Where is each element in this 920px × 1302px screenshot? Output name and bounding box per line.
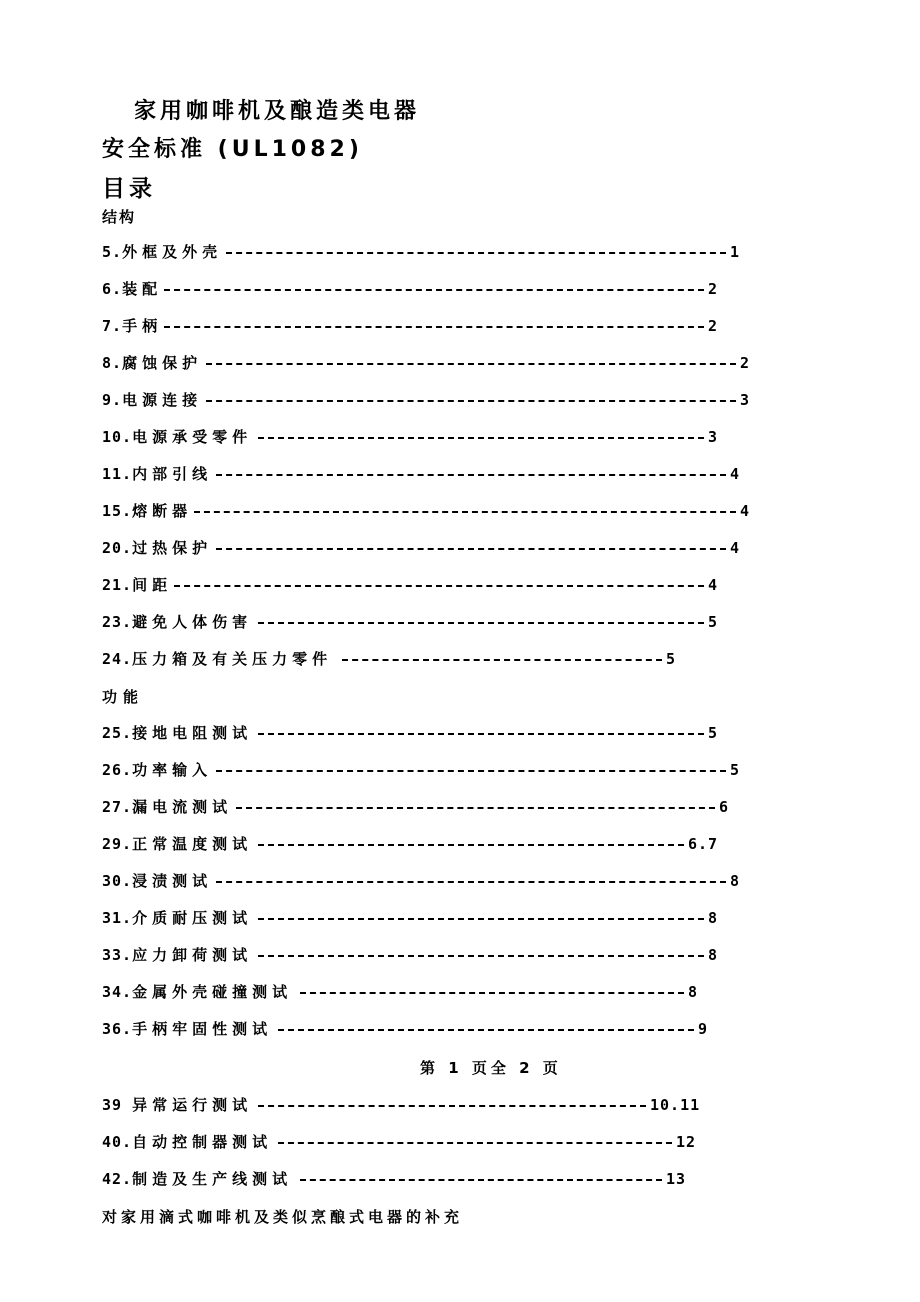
toc-leader-dashes <box>258 622 704 624</box>
toc-entry-number: 24. <box>102 650 133 668</box>
toc-entry-number: 5. <box>102 243 123 261</box>
toc-entry-page: 5 <box>708 613 719 631</box>
toc-entry-title: 电源连接 <box>122 391 203 409</box>
toc-entry <box>102 279 782 299</box>
toc-entry-page: 5 <box>730 761 741 779</box>
toc-entry-number: 23. <box>102 613 133 631</box>
toc-entry-title: 间距 <box>132 576 173 594</box>
toc-entry <box>102 538 782 558</box>
toc-leader-dashes <box>216 474 726 476</box>
toc-entry-title: 装配 <box>122 280 163 298</box>
toc-entry-title: 熔断器 <box>132 502 193 520</box>
toc-entry-page: 8 <box>688 983 699 1001</box>
toc-entry-title: 压力箱及有关压力零件 <box>132 650 333 668</box>
toc-entry-page: 9 <box>698 1020 709 1038</box>
toc-entry <box>102 353 782 373</box>
toc-entry-title: 浸渍测试 <box>132 872 213 890</box>
toc-leader-dashes <box>278 1029 694 1031</box>
toc-entry-title: 正常温度测试 <box>132 835 253 853</box>
toc-entry-number: 26. <box>102 761 133 779</box>
toc-entry-title: 腐蚀保护 <box>122 354 203 372</box>
toc-leader-dashes <box>216 770 726 772</box>
standard-title: 安全标准 (UL1082) <box>102 137 363 162</box>
toc-leader-dashes <box>258 1105 646 1107</box>
toc-leader-dashes <box>226 252 726 254</box>
toc-leader-dashes <box>300 992 684 994</box>
toc-entry-page: 12 <box>676 1133 697 1151</box>
toc-entry <box>102 464 782 484</box>
toc-entry-title: 异常运行测试 <box>132 1096 253 1114</box>
toc-entry-title: 内部引线 <box>132 465 213 483</box>
toc-entry-number: 39 <box>102 1096 133 1114</box>
toc-entry-number: 21. <box>102 576 133 594</box>
toc-entry <box>102 1132 782 1152</box>
toc-entry-number: 31. <box>102 909 133 927</box>
toc-entry-number: 25. <box>102 724 133 742</box>
toc-leader-dashes <box>206 363 736 365</box>
toc-entry-page: 4 <box>740 502 751 520</box>
toc-entry-page: 8 <box>708 946 719 964</box>
toc-entry-page: 2 <box>740 354 751 372</box>
toc-entry <box>102 649 782 669</box>
toc-entry-number: 30. <box>102 872 133 890</box>
toc-entry <box>102 1095 782 1115</box>
toc-entry <box>102 908 782 928</box>
toc-entry-number: 11. <box>102 465 133 483</box>
toc-entry-page: 2 <box>708 280 719 298</box>
toc-leader-dashes <box>194 511 736 513</box>
section-structure-label: 结构 <box>102 208 137 226</box>
toc-entry-number: 34. <box>102 983 133 1001</box>
toc-entry <box>102 501 782 521</box>
toc-entry-number: 20. <box>102 539 133 557</box>
toc-leader-dashes <box>164 289 704 291</box>
toc-entry-page: 6.7 <box>688 835 719 853</box>
toc-entry-title: 接地电阻测试 <box>132 724 253 742</box>
toc-entry-number: 40. <box>102 1133 133 1151</box>
toc-entry-title: 电源承受零件 <box>132 428 253 446</box>
toc-entry-number: 33. <box>102 946 133 964</box>
toc-heading: 目录 <box>102 176 156 202</box>
toc-entry-number: 8. <box>102 354 123 372</box>
toc-entry-page: 2 <box>708 317 719 335</box>
toc-entry-page: 1 <box>730 243 741 261</box>
toc-entry <box>102 1169 782 1189</box>
supplement-heading: 对家用滴式咖啡机及类似烹酿式电器的补充 <box>102 1208 464 1226</box>
toc-entry-page: 10.11 <box>650 1096 701 1114</box>
toc-leader-dashes <box>216 548 726 550</box>
toc-entry-title: 介质耐压测试 <box>132 909 253 927</box>
toc-entry-title: 避免人体伤害 <box>132 613 253 631</box>
toc-entry-page: 13 <box>666 1170 687 1188</box>
toc-entry-number: 29. <box>102 835 133 853</box>
toc-entry-number: 27. <box>102 798 133 816</box>
toc-entry <box>102 1019 782 1039</box>
toc-entry-title: 手柄 <box>122 317 163 335</box>
toc-leader-dashes <box>206 400 736 402</box>
toc-entry-title: 过热保护 <box>132 539 213 557</box>
toc-entry <box>102 612 782 632</box>
toc-entry-title: 外框及外壳 <box>122 243 223 261</box>
toc-entry-title: 手柄牢固性测试 <box>132 1020 273 1038</box>
document-title: 家用咖啡机及酿造类电器 <box>134 99 421 124</box>
toc-entry-page: 8 <box>730 872 741 890</box>
toc-entry-title: 功率输入 <box>132 761 213 779</box>
toc-entry-number: 9. <box>102 391 123 409</box>
toc-entry <box>102 316 782 336</box>
toc-entry-number: 15. <box>102 502 133 520</box>
toc-leader-dashes <box>258 733 704 735</box>
toc-entry <box>102 982 782 1002</box>
toc-entry-number: 10. <box>102 428 133 446</box>
toc-entry-title: 应力卸荷测试 <box>132 946 253 964</box>
toc-leader-dashes <box>342 659 662 661</box>
toc-entry <box>102 945 782 965</box>
toc-leader-dashes <box>278 1142 672 1144</box>
toc-entry-page: 5 <box>666 650 677 668</box>
toc-leader-dashes <box>174 585 704 587</box>
toc-entry <box>102 723 782 743</box>
toc-entry-title: 自动控制器测试 <box>132 1133 273 1151</box>
toc-leader-dashes <box>300 1179 662 1181</box>
toc-leader-dashes <box>258 918 704 920</box>
toc-entry-page: 8 <box>708 909 719 927</box>
toc-leader-dashes <box>258 844 684 846</box>
toc-entry <box>102 390 782 410</box>
toc-entry <box>102 871 782 891</box>
toc-entry-number: 6. <box>102 280 123 298</box>
toc-entry <box>102 834 782 854</box>
toc-leader-dashes <box>236 807 715 809</box>
toc-entry-page: 3 <box>740 391 751 409</box>
toc-entry-title: 漏电流测试 <box>132 798 233 816</box>
toc-entry-number: 7. <box>102 317 123 335</box>
toc-entry-page: 6 <box>719 798 730 816</box>
toc-leader-dashes <box>258 437 704 439</box>
toc-entry-page: 3 <box>708 428 719 446</box>
toc-entry <box>102 760 782 780</box>
page-footer: 第 1 页全 2 页 <box>420 1059 562 1077</box>
toc-entry-number: 36. <box>102 1020 133 1038</box>
toc-entry-title: 制造及生产线测试 <box>132 1170 293 1188</box>
toc-entry-page: 4 <box>730 539 741 557</box>
toc-entry-page: 5 <box>708 724 719 742</box>
toc-leader-dashes <box>216 881 726 883</box>
section-function-label: 功能 <box>102 688 145 706</box>
toc-entry-title: 金属外壳碰撞测试 <box>132 983 293 1001</box>
toc-entry <box>102 427 782 447</box>
toc-entry-number: 42. <box>102 1170 133 1188</box>
toc-leader-dashes <box>164 326 704 328</box>
toc-entry <box>102 797 782 817</box>
toc-entry-page: 4 <box>730 465 741 483</box>
toc-entry-page: 4 <box>708 576 719 594</box>
toc-entry <box>102 242 782 262</box>
toc-entry <box>102 575 782 595</box>
toc-leader-dashes <box>258 955 704 957</box>
